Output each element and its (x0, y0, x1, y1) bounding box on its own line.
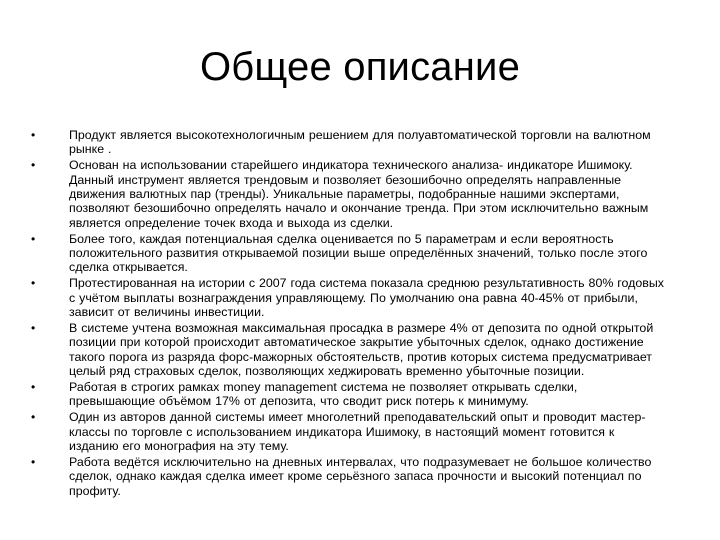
bullet-item (0, 276, 666, 319)
bullet-icon: • (31, 410, 36, 425)
bullet-item (0, 128, 666, 157)
bullet-text: Работа ведётся исключительно на дневных интервалах, что подразумевает не большое количество сделок, однако каждая сделка имеет кроме серьёзного запаса прочности и высокий потенциал по профиту. (69, 455, 652, 498)
bullet-icon: • (31, 321, 36, 336)
bullet-text: Один из авторов данной системы имеет многолетний преподавательский опыт и проводит мастер-классы по торговле с использованием индикатора Ишимоку, в настоящий момент готовится к изданию его монография на эту тему. (69, 410, 646, 454)
bullet-item (0, 455, 666, 498)
bullet-list (0, 128, 720, 500)
bullet-icon: • (31, 455, 36, 470)
bullet-icon: • (31, 380, 36, 395)
bullet-icon: • (31, 158, 36, 173)
bullet-text: Более того, каждая потенциальная сделка оценивается по 5 параметрам и если вероятность положительного развития открываемой позиции выше определённых значений, только после этого сделка открывается. (69, 231, 648, 275)
bullet-item (0, 321, 666, 378)
bullet-text: Продукт является высокотехнологичным решением для полуавтоматической торговли на валютном рынке . (69, 128, 651, 157)
bullet-text: Работая в строгих рамках money management система не позволяет открывать сделки, превышающие объёмом 17% от депозита, что сводит риск потерь к минимуму. (69, 380, 578, 409)
bullet-icon: • (31, 231, 36, 246)
bullet-icon: • (31, 276, 36, 291)
bullet-item (0, 158, 666, 229)
bullet-item (0, 380, 666, 409)
bullet-text: Основан на использовании старейшего индикатора технического анализа- индикаторе Ишимоку. Данный инструмент является трендовым и позволяет безошибочно определять направленные движения валютных пар (тренды). Уникальные параметры, подобранные нашими экспертами, позволяют безошибочно определять начало и окончание тренда. При этом исключительно важным является определение точек входа и выхода из сделки. (69, 158, 649, 230)
bullet-icon: • (31, 128, 36, 142)
bullet-text: В системе учтена возможная максимальная просадка в размере 4% от депозита по одной открытой позиции при которой происходит автоматическое закрытие убыточных сделок, однако достижение такого порога из разряда форс-мажорных обстоятельств, против которых система предусматривает целый ряд страховых сделок, позволяющих хеджировать временно убыточные позиции. (69, 321, 654, 378)
slide-title: Общее описание (199, 45, 521, 89)
bullet-item (0, 410, 666, 453)
bullet-item (0, 232, 666, 275)
bullet-text: Протестированная на истории с 2007 года система показала среднюю результативность 80% годовых с учётом выплаты вознаграждения управляющему. По умолчанию она равна 40-45% от прибыли, зависит от величины инвестиции. (69, 276, 664, 319)
